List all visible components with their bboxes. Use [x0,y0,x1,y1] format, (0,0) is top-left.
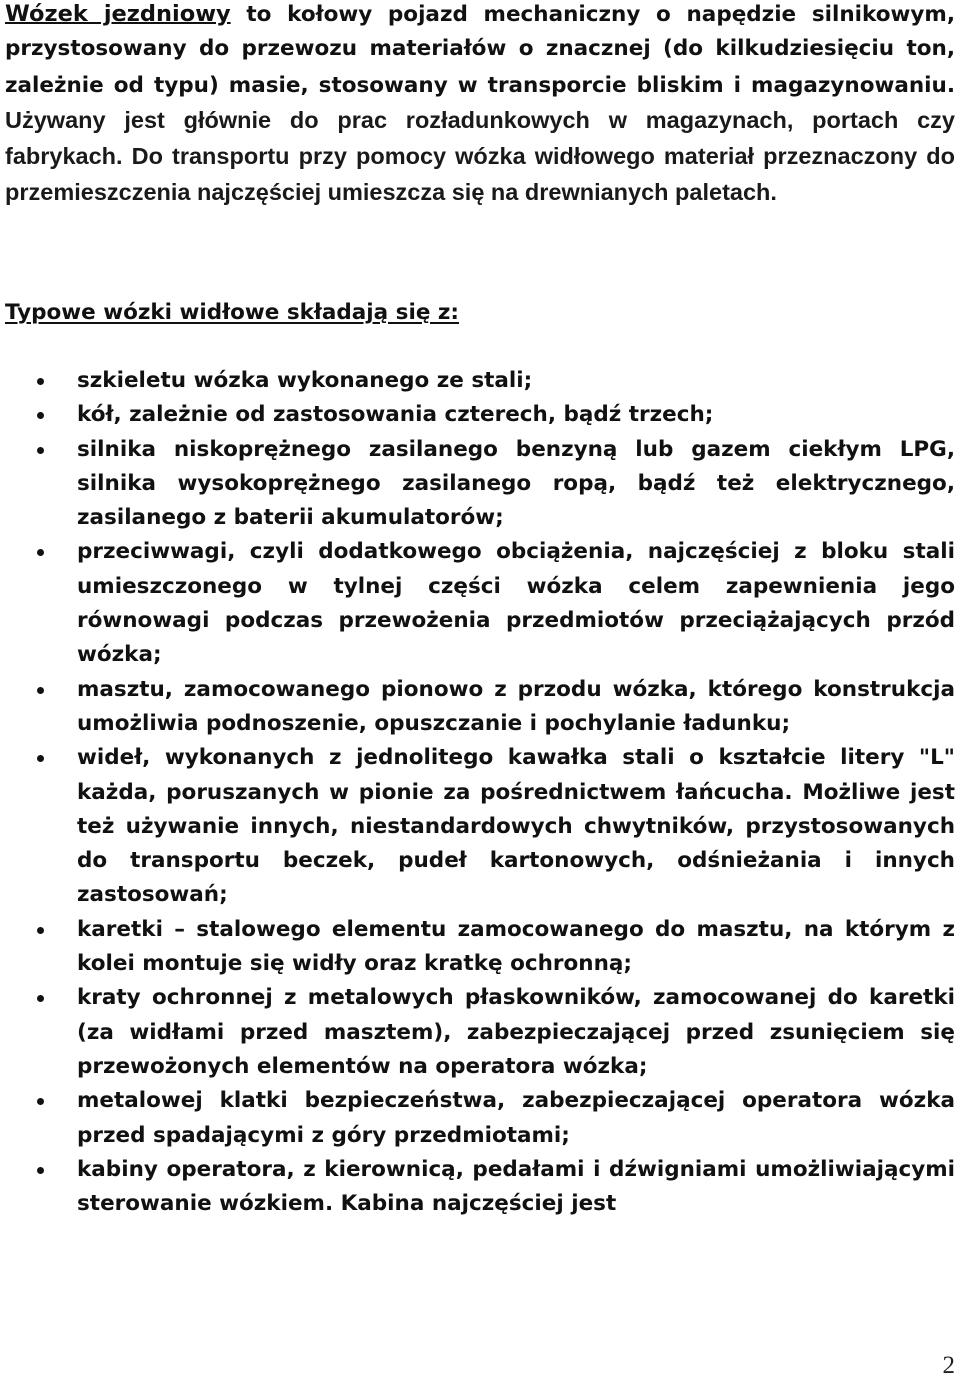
list-item [0,1153,955,1222]
list-item [0,398,955,432]
list-item [0,913,955,982]
list-item-text: wideł, wykonanych z jednolitego kawałka stali o kształcie litery "L" każda, poruszanych w pionie za pośrednictwem łańcucha. Możliwe jest też używanie innych, niestandardowych chwytników, przystosowanych do transportu beczek, pudeł kartonowych, odśnieżania i innych zastosowań; [77,745,955,908]
bullet-icon [37,687,44,694]
bullet-icon [37,1098,44,1105]
intro-paragraph [5,0,955,212]
list-item [0,673,955,742]
list-item [0,981,955,1084]
bullet-icon [37,927,44,934]
section-heading: Typowe wózki widłowe składają się z: [5,300,460,325]
bullet-icon [37,995,44,1002]
bullet-icon [37,549,44,556]
bullet-icon [37,755,44,762]
list-item [0,535,955,672]
bullet-icon [37,447,44,454]
bullet-icon [37,1167,44,1174]
list-item [0,364,955,398]
list-item-text: kraty ochronnej z metalowych płaskowników, zamocowanej do karetki (za widłami przed masztem), zabezpieczającej przed zsunięciem się przewożonych elementów na operatora wózka; [77,985,955,1079]
list-item-text: przeciwwagi, czyli dodatkowego obciążenia, najczęściej z bloku stali umieszczonego w tylnej części wózka celem zapewnienia jego równowagi podczas przewożenia przedmiotów przeciążających przód wózka; [77,539,955,668]
list-item-text: karetki – stalowego elementu zamocowanego do masztu, na którym z kolei montuje się widły oraz kratkę ochronną; [77,916,955,977]
list-item-text: masztu, zamocowanego pionowo z przodu wózka, którego konstrukcja umożliwia podnoszenie, opuszczanie i pochylanie ładunku; [77,676,955,736]
bullet-icon [37,412,44,419]
intro-text-continued: Używany jest głównie do prac rozładunkowych w magazynach, portach czy fabrykach. Do transportu przy pomocy wózka widłowego materiał przeznaczony do przemieszczenia najczęściej umieszcza się na drewnianych paletach. [5,106,955,206]
page-number: 2 [942,1352,955,1379]
list-item [0,741,955,912]
list-item-text: kół, zależnie od zastosowania czterech, bądź trzech; [77,402,714,428]
components-list [0,364,960,1221]
intro-text: to kołowy pojazd mechaniczny o napędzie silnikowym, przystosowany do przewozu materiałów o znacznej (do kilkudziesięciu ton, zależnie od typu) masie, stosowany w transporcie bliskim i magazynowaniu. [5,2,955,98]
list-item-text: silnika niskoprężnego zasilanego benzyną lub gazem ciekłym LPG, silnika wysokoprężnego zasilanego ropą, bądź też elektrycznego, zasilanego z baterii akumulatorów; [77,436,955,531]
bullet-icon [37,378,44,385]
list-item [0,433,955,536]
list-item-text: kabiny operatora, z kierownicą, pedałami i dźwigniami umożliwiającymi sterowanie wózkiem. Kabina najczęściej jest [77,1156,955,1217]
list-item-text: szkieletu wózka wykonanego ze stali; [77,368,533,393]
intro-lead-term: Wózek jezdniowy [5,1,231,27]
list-item-text: metalowej klatki bezpieczeństwa, zabezpieczającej operatora wózka przed spadającymi z góry przedmiotami; [77,1088,955,1148]
list-item [0,1084,955,1153]
